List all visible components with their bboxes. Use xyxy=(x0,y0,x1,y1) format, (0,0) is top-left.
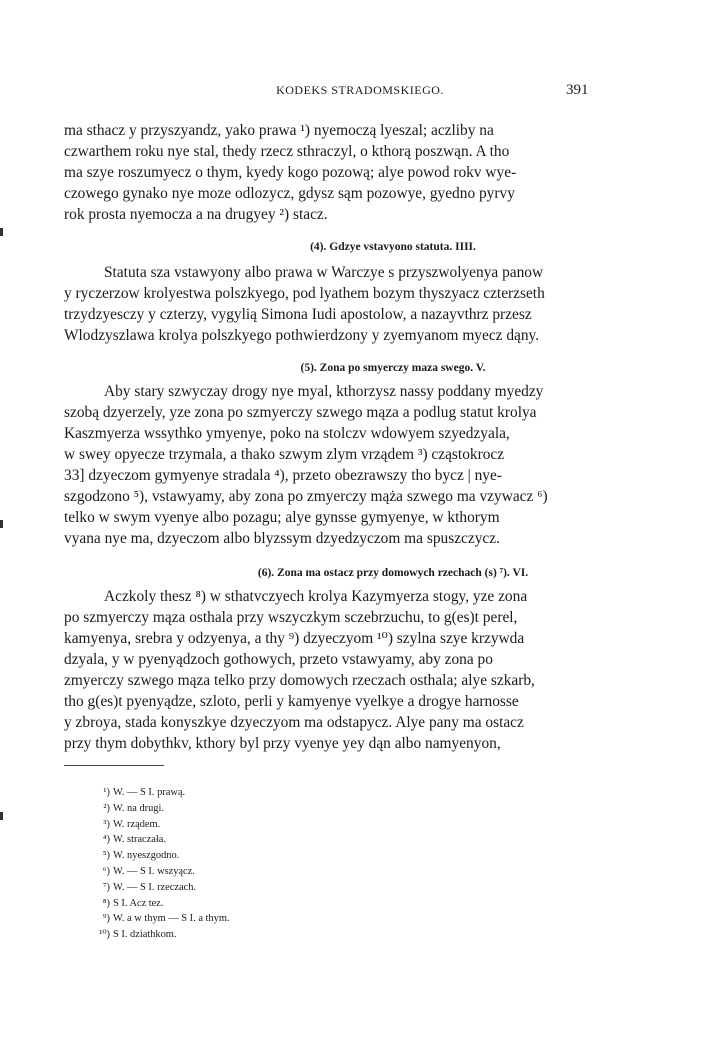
footnote: ⁶) W. — S I. wszyącz. xyxy=(102,865,195,877)
footnote: ⁸) S I. Acz tez. xyxy=(102,897,164,909)
text-line: czwarthem roku nye stal, thedy rzecz sthraczyl, o kthorą poszwąn. A tho xyxy=(64,143,510,160)
scan-margin-mark xyxy=(0,520,3,528)
scan-margin-mark xyxy=(0,812,3,820)
scan-margin-mark xyxy=(0,228,3,236)
text-line: po szmyerczy mąza osthala przy wszyczkym sczebrzuchu, to g(es)t perel, xyxy=(64,609,518,626)
text-line: 33] dzyeczom gymyenye stradala ⁴), przeto obezrawszy tho bycz | nye- xyxy=(64,467,502,484)
text-line: trzydzyesczy y czterzy, vygylią Simona Iudi apostolow, a nazayvthrz przesz xyxy=(64,306,532,323)
footnote: ³) W. rządem. xyxy=(103,818,161,830)
footnote: ⁴) W. straczała. xyxy=(102,834,166,846)
footnote-divider xyxy=(64,765,164,766)
text-line: w swey opyecze trzymala, a thako szwym zlym vrządem ³) cząstokrocz xyxy=(64,446,505,463)
footnote: ²) W. na drugi. xyxy=(103,802,164,814)
running-header: KODEKS STRADOMSKIEGO. xyxy=(276,83,444,97)
footnote: ⁵) W. nyeszgodno. xyxy=(102,850,180,862)
text-line: Kaszmyerza wssythko ymyenye, poko na stolczv wdowyem szyedzyala, xyxy=(64,425,510,442)
text-line: Statuta sza vstawyony albo prawa w Warczye s przyszwolyenya panow xyxy=(104,264,544,281)
footnotes xyxy=(92,785,230,943)
body-text xyxy=(64,120,720,754)
text-line: czowego gynako nye moze odlozycz, gdysz sąm pozowye, gyedno pyrvy xyxy=(64,185,515,202)
section-heading-5: (5). Zona po smyerczy maza swego. V. xyxy=(300,362,486,374)
text-line: tho g(es)t pyenyądze, szloto, perli y kamyenye vyelkye a drogye harnosse xyxy=(64,693,519,710)
text-line: zmyerczy szwego mąza telko przy domowych rzeczach osthala; alye szkarb, xyxy=(64,672,535,689)
text-line: ma szye roszumyecz o thym, kyedy kogo pozową; alye powod rokv wye- xyxy=(64,164,517,181)
text-line: dzyala, y w pyenyądzoch gothowych, przeto vstawyamy, aby zona po xyxy=(64,651,493,668)
text-line: y zbroya, stada konyszkye dzyeczyom ma odstapycz. Alye pany ma ostacz xyxy=(64,714,524,731)
footnote: ¹) W. — S I. prawą. xyxy=(103,787,186,798)
text-line: Aby stary szwyczay drogy nye myal, kthorzysz nassy poddany myedzy xyxy=(104,383,544,400)
text-line: przy thym dobythkv, kthory byl przy vyenye yey dąn albo namyenyon, xyxy=(64,735,501,752)
footnote: ⁹) W. a w thym — S I. a thym. xyxy=(102,913,230,925)
text-line: rok prosta nyemocza a na drugyey ²) stacz. xyxy=(64,206,328,223)
text-line: ma sthacz y przyszyandz, yako prawa ¹) nyemoczą lyeszal; aczliby na xyxy=(64,122,494,139)
footnote: ⁷) W. — S I. rzeczach. xyxy=(102,881,196,893)
text-line: telko w swym vyenye albo pozagu; alye gynsse gymyenye, w kthorym xyxy=(64,509,500,526)
section-heading-4: (4). Gdzye vstavyono statuta. IIII. xyxy=(310,241,476,253)
section-heading-6: (6). Zona ma ostacz przy domowych rzechach (s) ⁷). VI. xyxy=(257,567,529,579)
footnote: ¹⁰) S I. dziathkom. xyxy=(99,929,177,941)
page-number: 391 xyxy=(566,82,589,98)
text-line: vyana nye ma, dzyeczom albo blyzssym dzyedzyczom ma spuszczycz. xyxy=(64,530,500,547)
text-line: Wlodzyszlawa krolya polszkyego pothwierdzony y zyemyanom myecz dąny. xyxy=(64,327,540,344)
text-line: kamyenya, srebra y odzyenya, a thy ⁹) dzyeczyom ¹⁰) szylna szye krzywda xyxy=(64,630,525,647)
text-line: szgodzono ⁵), vstawyamy, aby zona po zmyerczy mąża szwego ma vzywacz ⁶) xyxy=(64,488,548,505)
text-line: Aczkoly thesz ⁸) w sthatvczyech krolya Kazymyerza stogy, yze zona xyxy=(104,588,528,605)
text-line: y ryczerzow krolyestwa polszkyego, pod lyathem bozym thyszyacz czterzseth xyxy=(64,285,545,302)
text-line: szobą dzyerzely, yze zona po szmyerczy szwego mąza a podlug statut krolya xyxy=(64,404,537,421)
